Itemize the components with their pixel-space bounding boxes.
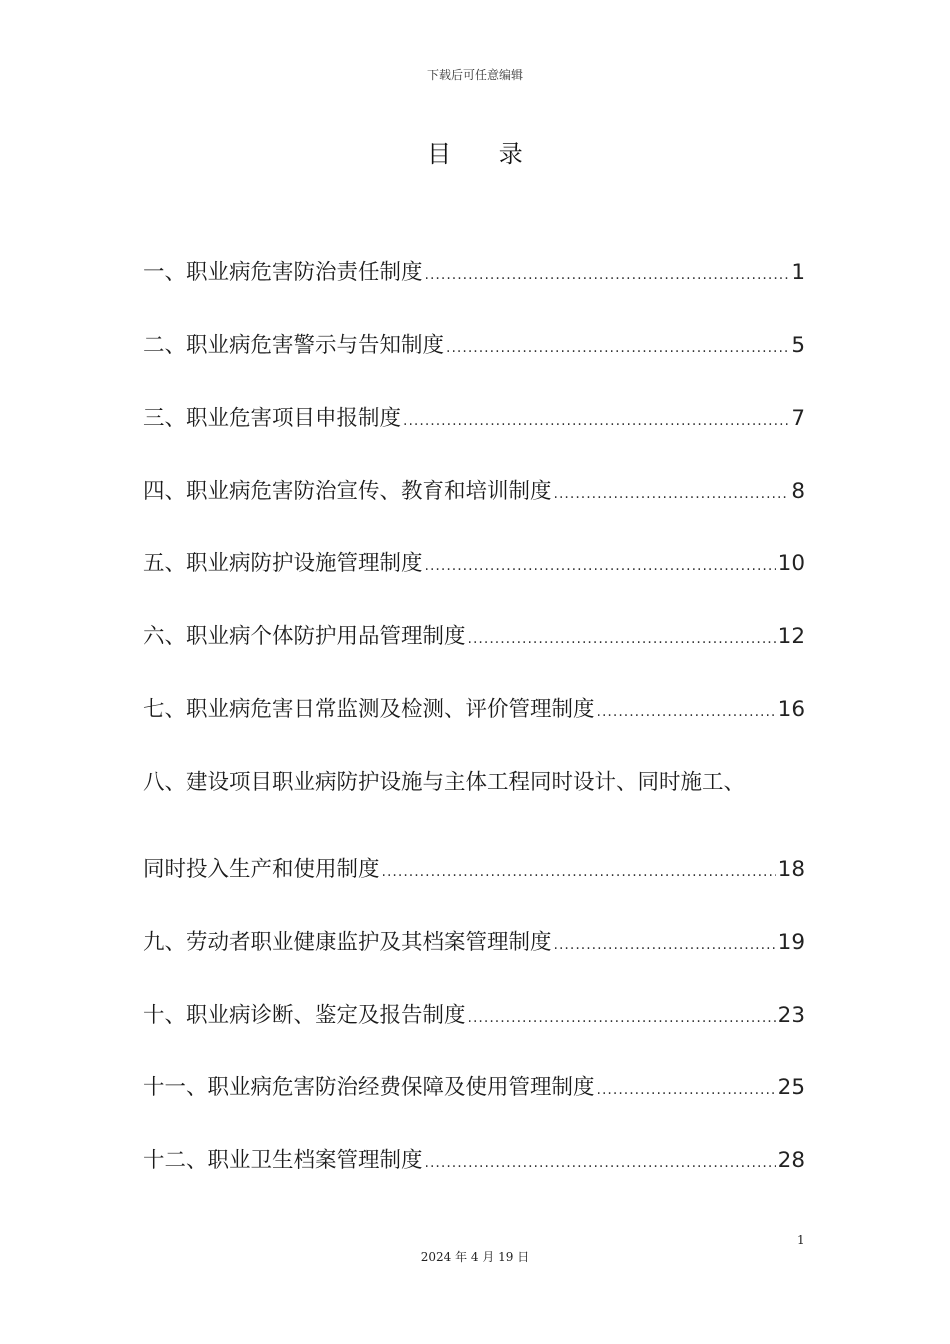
toc-entry-11[interactable] <box>143 1071 805 1105</box>
toc-entry-label: 九、劳动者职业健康监护及其档案管理制度 <box>143 930 552 955</box>
toc-entry-page: 12 <box>777 624 805 649</box>
toc-entry-label: 四、职业病危害防治宣传、教育和培训制度 <box>143 479 552 504</box>
toc-entry-label: 五、职业病防护设施管理制度 <box>143 551 423 576</box>
toc-entry-page: 25 <box>777 1075 805 1100</box>
page-number: 1 <box>797 1233 805 1247</box>
toc-leader-dots <box>446 331 789 365</box>
toc-entry-7[interactable] <box>143 693 805 727</box>
toc-entry-page: 8 <box>791 479 805 504</box>
toc-entry-label: 同时投入生产和使用制度 <box>143 857 380 882</box>
toc-entry-page: 1 <box>791 260 805 285</box>
toc-entry-5[interactable] <box>143 547 805 581</box>
toc-leader-dots <box>468 622 776 656</box>
toc-entry-label: 十、职业病诊断、鉴定及报告制度 <box>143 1003 466 1028</box>
toc-entry-label: 七、职业病危害日常监测及检测、评价管理制度 <box>143 697 595 722</box>
toc-leader-dots <box>425 1146 776 1180</box>
toc-entry-page: 23 <box>777 1003 805 1028</box>
toc-entry-8[interactable] <box>143 853 805 887</box>
toc-leader-dots <box>597 1073 776 1107</box>
toc-leader-dots <box>425 258 790 292</box>
toc-entry-page: 5 <box>791 333 805 358</box>
toc-entry-label: 十一、职业病危害防治经费保障及使用管理制度 <box>143 1075 595 1100</box>
toc-entry-label: 三、职业危害项目申报制度 <box>143 406 402 431</box>
toc-leader-dots <box>403 404 789 438</box>
toc-leader-dots <box>382 855 776 889</box>
toc-entry-1[interactable] <box>143 256 805 290</box>
toc-entry-page: 19 <box>777 930 805 955</box>
toc-entry-page: 7 <box>791 406 805 431</box>
page-title: 目 录 <box>427 140 543 168</box>
toc-leader-dots <box>468 1001 776 1035</box>
toc-entry-label: 十二、职业卫生档案管理制度 <box>143 1148 423 1173</box>
toc-entry-page: 18 <box>777 857 805 882</box>
header-note: 下载后可任意编辑 <box>426 68 523 82</box>
toc-entry-2[interactable] <box>143 329 805 363</box>
toc-entry-page: 10 <box>777 551 805 576</box>
toc-entry-8-line1[interactable]: 八、建设项目职业病防护设施与主体工程同时设计、同时施工、 <box>143 770 746 795</box>
toc-entry-6[interactable] <box>143 620 805 654</box>
toc-entry-label: 二、职业病危害警示与告知制度 <box>143 333 445 358</box>
toc-leader-dots <box>597 695 776 729</box>
toc-entry-10[interactable] <box>143 999 805 1033</box>
toc-entry-page: 16 <box>777 697 805 722</box>
toc-leader-dots <box>554 928 776 962</box>
toc-entry-9[interactable] <box>143 926 805 960</box>
toc-leader-dots <box>554 477 790 511</box>
toc-entry-4[interactable] <box>143 475 805 509</box>
toc-entry-label: 一、职业病危害防治责任制度 <box>143 260 423 285</box>
toc-entry-page: 28 <box>777 1148 805 1173</box>
toc-entry-12[interactable] <box>143 1144 805 1178</box>
toc-entry-3[interactable] <box>143 402 805 436</box>
toc-entry-label: 六、职业病个体防护用品管理制度 <box>143 624 466 649</box>
toc-leader-dots <box>425 549 776 583</box>
footer-date: 2024 年 4 月 19 日 <box>420 1250 530 1264</box>
